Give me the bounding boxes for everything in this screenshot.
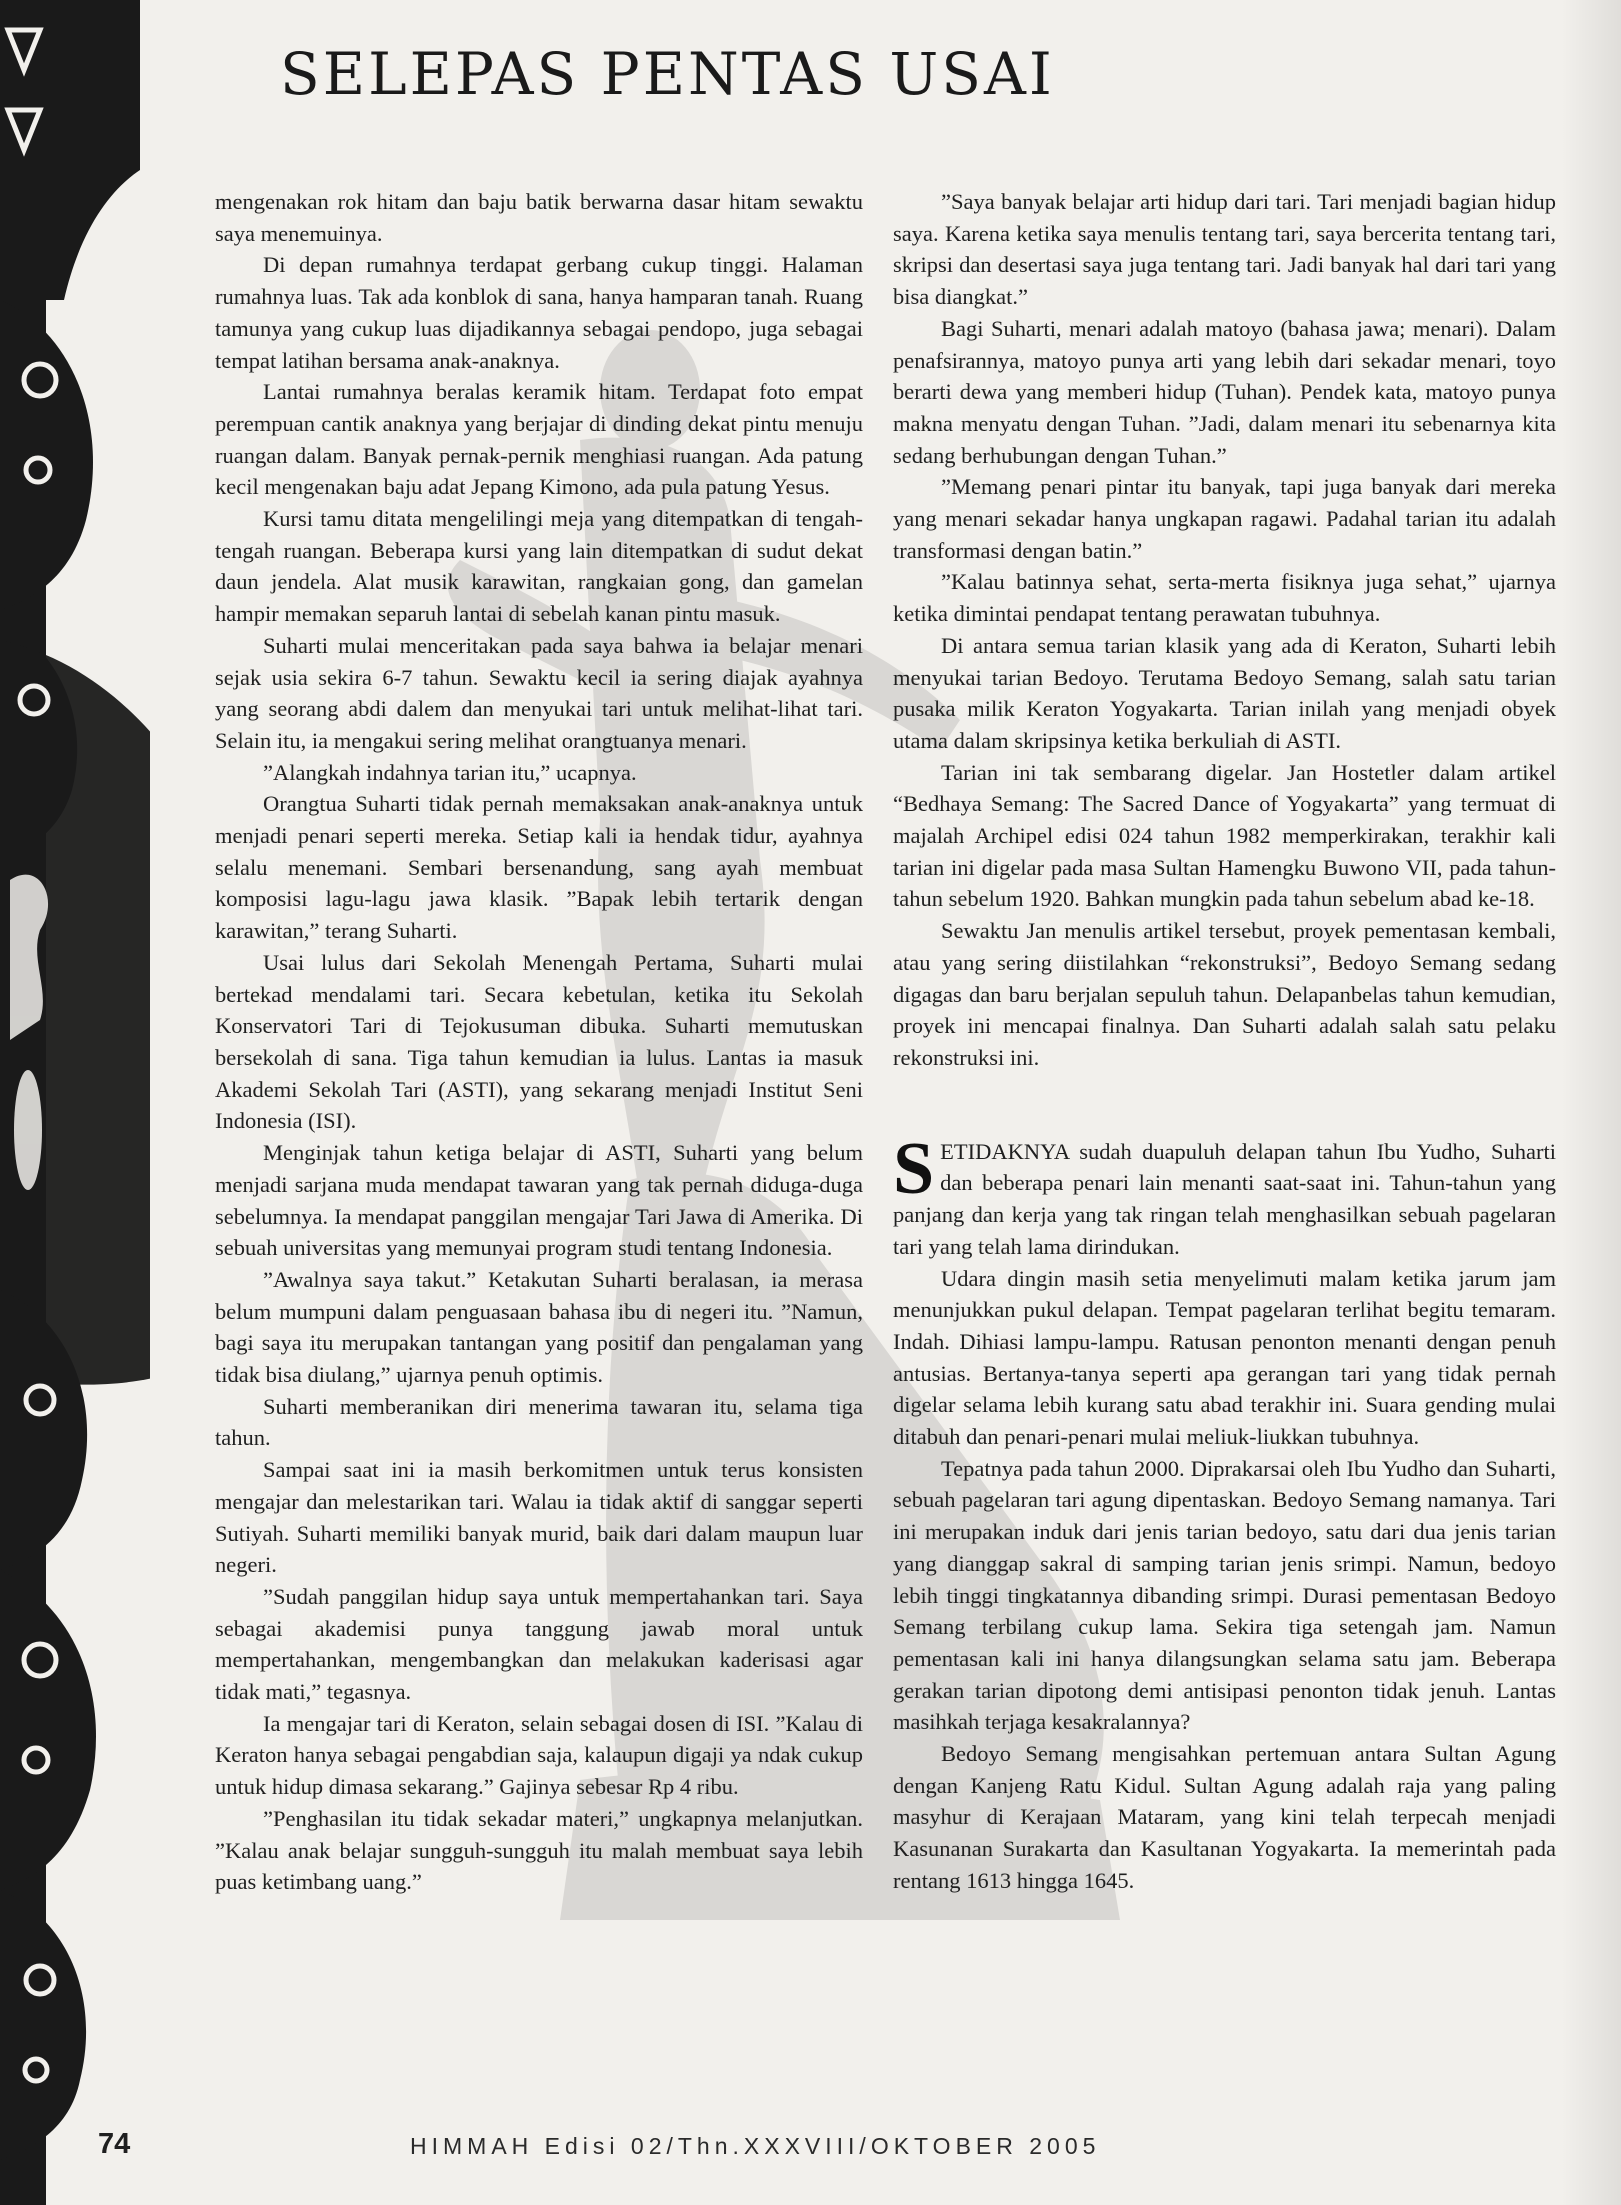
paragraph: ”Memang penari pintar itu banyak, tapi juga banyak dari mereka yang menari sekadar hanya ungkapan ragawi. Padahal tarian itu adalah transformasi dengan batin.” [893,474,1556,563]
page-edge-shadow [1561,0,1621,2205]
batik-ornament-border [0,0,150,2205]
paragraph: Tarian ini tak sembarang digelar. Jan Hostetler dalam artikel “Bedhaya Semang: The Sacred Dance of Yogyakarta” yang termuat di majalah Archipel edisi 024 tahun 1982 memperkirakan, terakhir kali tarian ini digelar pada masa Sultan Hamengku Buwono VII, pada tahun-tahun sebelum 1920. Bahkan mungkin pada tahun sebelum abad ke-18. [893,759,1556,912]
lead-text: ETIDAKNYA sudah duapuluh delapan tahun Ibu Yudho, Suharti dan beberapa penari lain menanti saat-saat ini. Tahun-tahun yang panjang dan kerja yang tak ringan telah menghasilkan sebuah pagelaran tari yang telah lama dirindukan. [893,1138,1556,1259]
right-text-column [893,186,1556,1897]
paragraph: Di antara semua tarian klasik yang ada di Keraton, Suharti lebih menyukai tarian Bedoyo. Terutama Bedoyo Semang, salah satu tarian pusaka milik Keraton Yogyakarta. Tarian inilah yang menjadi obyek utama dalam skripsinya ketika berkuliah di ASTI. [893,632,1556,753]
paragraph: Menginjak tahun ketiga belajar di ASTI, Suharti yang belum menjadi sarjana muda mendapat tawaran yang tak pernah diduga-duga sebelumnya. Ia mendapat panggilan mengajar Tari Jawa di Amerika. Di sebuah universitas yang memunyai program studi tentang Indonesia. [215,1140,863,1261]
paragraph: ”Saya banyak belajar arti hidup dari tari. Tari menjadi bagian hidup saya. Karena ketika saya menulis tentang tari, saya bercerita tentang tari, skripsi dan desertasi saya juga tentang tari. Jadi banyak hal dari tari yang bisa diangkat.” [893,189,1556,310]
paragraph: Sewaktu Jan menulis artikel tersebut, proyek pementasan kembali, atau yang sering diistilahkan “rekonstruksi”, Bedoyo Semang sedang digagas dan baru berjalan sepuluh tahun. Delapanbelas tahun kemudian, proyek ini mencapai finalnya. Dan Suharti adalah salah satu pelaku rekonstruksi ini. [893,918,1556,1070]
paragraph: Kursi tamu ditata mengelilingi meja yang ditempatkan di tengah-tengah ruangan. Beberapa kursi yang lain ditempatkan di sudut dekat daun jendela. Alat musik karawitan, rangkaian gong, dan gamelan hampir memakan separuh lantai di sebelah kanan pintu masuk. [215,506,863,627]
paragraph: mengenakan rok hitam dan baju batik berwarna dasar hitam sewaktu saya menemuinya. [215,189,863,246]
drop-cap: S [893,1127,935,1210]
paragraph: Sampai saat ini ia masih berkomitmen untuk terus konsisten mengajar dan melestarikan tari. Walau ia tidak aktif di sanggar seperti Sutiyah. Suharti memiliki banyak murid, baik dari dalam maupun luar negeri. [215,1457,863,1578]
paragraph: Di depan rumahnya terdapat gerbang cukup tinggi. Halaman rumahnya luas. Tak ada konblok di sana, hanya hamparan tanah. Ruang tamunya yang cukup luas dijadikannya sebagai pendopo, juga sebagai tempat latihan bersama anak-anaknya. [215,252,863,373]
paragraph: ”Awalnya saya takut.” Ketakutan Suharti beralasan, ia merasa belum mumpuni dalam penguasaan bahasa ibu di negeri itu. ”Namun, bagi saya itu merupakan tantangan yang positif dan pengalaman yang tidak bisa diulang,” ujarnya penuh optimis. [215,1266,863,1388]
page-number: 74 [98,2128,131,2160]
paragraph: Ia mengajar tari di Keraton, selain sebagai dosen di ISI. ”Kalau di Keraton hanya sebagai pengabdian saja, kalaupun digaji ya ndak cukup untuk hidup dimasa sekarang.” Gajinya sebesar Rp 4 ribu. [215,1710,863,1800]
paragraph: Tepatnya pada tahun 2000. Diprakarsai oleh Ibu Yudho dan Suharti, sebuah pagelaran tari agung dipentaskan. Bedoyo Semang namanya. Tari ini merupakan induk dari jenis tarian bedoyo, satu dari dua jenis tarian yang dianggap sakral di samping tarian jenis srimpi. Namun, bedoyo lebih tinggi tingkatannya dibanding srimpi. Durasi pementasan Bedoyo Semang terbilang cukup lama. Sekira tiga setengah jam. Namun pementasan kali ini hanya dilangsungkan selama satu jam. Beberapa gerakan tarian dipotong demi antisipasi penonton tidak jenuh. Lantas masihkah terjaga kesakralannya? [893,1455,1556,1735]
publication-footer: HIMMAH Edisi 02/Thn.XXXVIII/OKTOBER 2005 [410,2133,1101,2159]
paragraph: ”Penghasilan itu tidak sekadar materi,” ungkapnya melanjutkan. ”Kalau anak belajar sungguh-sungguh itu malah membuat saya lebih puas ketimbang uang.” [215,1805,863,1895]
paragraph: Lantai rumahnya beralas keramik hitam. Terdapat foto empat perempuan cantik anaknya yang berjajar di dinding dekat pintu menuju ruangan dalam. Banyak pernak-pernik menghiasi ruangan. Ada patung kecil mengenakan baju adat Jepang Kimono, ada pula patung Yesus. [215,379,863,500]
article-title: SELEPAS PENTAS USAI [280,40,1055,108]
section-lead-paragraph [893,1127,1556,1263]
paragraph: Bedoyo Semang mengisahkan pertemuan antara Sultan Agung dengan Kanjeng Ratu Kidul. Sultan Agung adalah raja yang paling masyhur di Kerajaan Mataram, yang kini telah terpecah menjadi Kasunanan Surakarta dan Kasultanan Yogyakarta. Ia memerintah pada rentang 1613 hingga 1645. [893,1741,1556,1893]
paragraph: Udara dingin masih setia menyelimuti malam ketika jarum jam menunjukkan pukul delapan. Tempat pagelaran terlihat begitu temaram. Indah. Dihiasi lampu-lampu. Ratusan penonton menanti dengan penuh antusias. Bertanya-tanya seperti apa gerangan tari yang tidak pernah digelar selama lebih kurang satu abad terakhir ini. Suara gending mulai ditabuh dan penari-penari mulai meliuk-liukkan tubuhnya. [893,1265,1556,1450]
paragraph: Bagi Suharti, menari adalah matoyo (bahasa jawa; menari). Dalam penafsirannya, matoyo punya arti yang lebih dari sekadar menari, toyo berarti dewa yang memberi hidup (Tuhan). Pendek kata, matoyo punya makna menyatu dengan Tuhan. ”Jadi, dalam menari itu sebenarnya kita sedang berhubungan dengan Tuhan.” [893,315,1556,468]
paragraph: Orangtua Suharti tidak pernah memaksakan anak-anaknya untuk menjadi penari seperti mereka. Setiap kali ia hendak tidur, ayahnya selalu menemani. Sembari bersenandung, sang ayah membuat komposisi lagu-lagu jawa klasik. ”Bapak lebih tertarik dengan karawitan,” terang Suharti. [215,791,863,944]
paragraph: ”Kalau batinnya sehat, serta-merta fisiknya juga sehat,” ujarnya ketika dimintai pendapat tentang perawatan tubuhnya. [893,569,1556,627]
paragraph: Suharti memberanikan diri menerima tawaran itu, selama tiga tahun. [215,1393,863,1451]
paragraph: ”Alangkah indahnya tarian itu,” ucapnya. [263,759,637,785]
paragraph: Usai lulus dari Sekolah Menengah Pertama, Suharti mulai bertekad mendalami tari. Secara kebetulan, ketika itu Sekolah Konservatori Tari di Tejokusuman dibuka. Suharti memutuskan bersekolah di sana. Tiga tahun kemudian ia lulus. Lantas ia masuk Akademi Sekolah Tari (ASTI), yang sekarang menjadi Institut Seni Indonesia (ISI). [215,949,863,1134]
paragraph: Suharti mulai menceritakan pada saya bahwa ia belajar menari sejak usia sekira 6-7 tahun. Sewaktu kecil ia sering diajak ayahnya yang seorang abdi dalem dan menyukai tari untuk melihat-lihat tari. Selain itu, ia mengakui sering melihat orangtuanya menari. [215,632,863,753]
paragraph: ”Sudah panggilan hidup saya untuk mempertahankan tari. Saya sebagai akademisi punya tanggung jawab moral untuk mempertahankan, mengembangkan dan melakukan kaderisasi agar tidak mati,” tegasnya. [215,1583,863,1705]
left-text-column [215,186,863,1898]
